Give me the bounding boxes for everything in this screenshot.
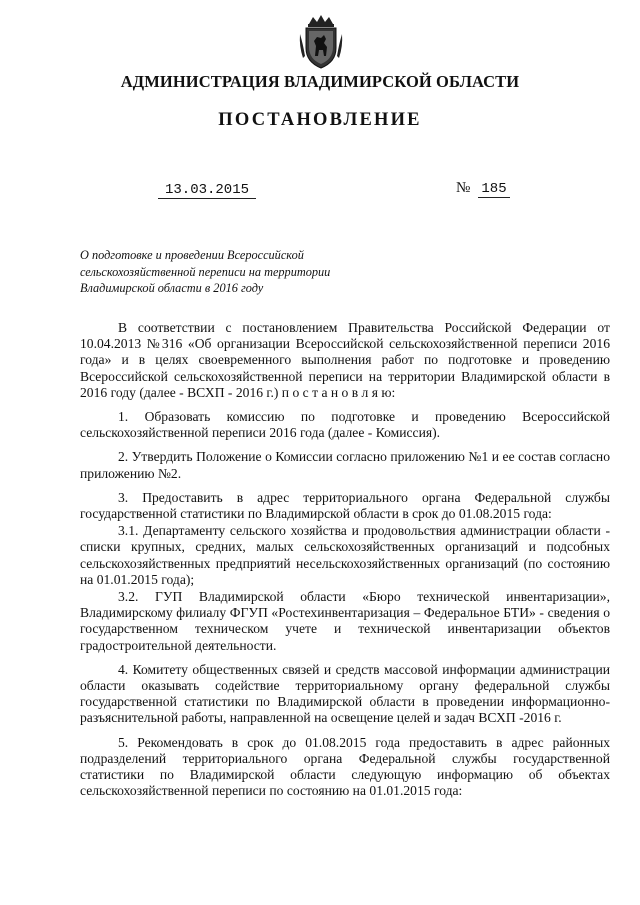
- body-paragraph: 3.2. ГУП Владимирской области «Бюро технической инвентаризации», Владимирскому филиалу ФГУП «Ростехинвентаризация – Федеральное БТИ» - сведения о государственном техническом учете и технической инвентаризации объектов градостроительной деятельности.: [80, 589, 610, 653]
- document-body: [80, 320, 610, 807]
- document-number: 185: [478, 181, 510, 198]
- subject-line: О подготовке и проведении Всероссийской: [80, 248, 304, 262]
- document-subject: [80, 247, 380, 297]
- body-paragraph: 2. Утвердить Положение о Комиссии согласно приложению №1 и ее состав согласно приложению №2.: [80, 449, 610, 481]
- organization-name: АДМИНИСТРАЦИЯ ВЛАДИМИРСКОЙ ОБЛАСТИ: [120, 72, 520, 91]
- number-sign: №: [456, 180, 471, 196]
- body-paragraph: 4. Комитету общественных связей и средств массовой информации администрации области оказывать содействие территориальному органу федеральной службы государственной статистики по Владимирской области в проведении информационно-разъяснительной работы, направленной на освещение целей и задач ВСХП -2016 г.: [80, 661, 610, 726]
- vladimir-coat-of-arms-icon: [297, 14, 345, 70]
- body-paragraph: В соответствии с постановлением Правительства Российской Федерации от 10.04.2013 №316 «Об организации Всероссийской сельскохозяйственной переписи 2016 года» и в целях своевременного выполнения работ по подготовке и проведению Всероссийской сельскохозяйственной переписи на территории Владимирской области в 2016 году (далее - ВСХП - 2016 г.) п о с т а н о в л я ю:: [80, 320, 610, 400]
- body-paragraph: 3. Предоставить в адрес территориального органа Федеральной службы государственной статистики по Владимирской области в срок до 01.08.2015 года:: [80, 489, 610, 522]
- document-type-title: ПОСТАНОВЛЕНИЕ: [218, 110, 422, 130]
- subject-line: сельскохозяйственной переписи на территории: [80, 264, 331, 279]
- subject-line: Владимирской области в 2016 году: [80, 281, 264, 295]
- document-date: 13.03.2015: [158, 182, 256, 199]
- body-paragraph: 1. Образовать комиссию по подготовке и проведению Всероссийской сельскохозяйственной переписи 2016 года (далее - Комиссия).: [80, 409, 610, 441]
- body-paragraph: 3.1. Департаменту сельского хозяйства и продовольствия администрации области - списки крупных, средних, малых сельскохозяйственных организаций и подсобных сельскохозяйственных предприятий несельскохозяйственных организаций (по состоянию на 01.01.2015 года);: [80, 523, 610, 587]
- body-paragraph: 5. Рекомендовать в срок до 01.08.2015 года предоставить в адрес районных подразделений территориального органа Федеральной службы государственной статистики по Владимирской области следующую информацию об объектах сельскохозяйственной переписи по состоянию на 01.01.2015 года:: [80, 734, 610, 799]
